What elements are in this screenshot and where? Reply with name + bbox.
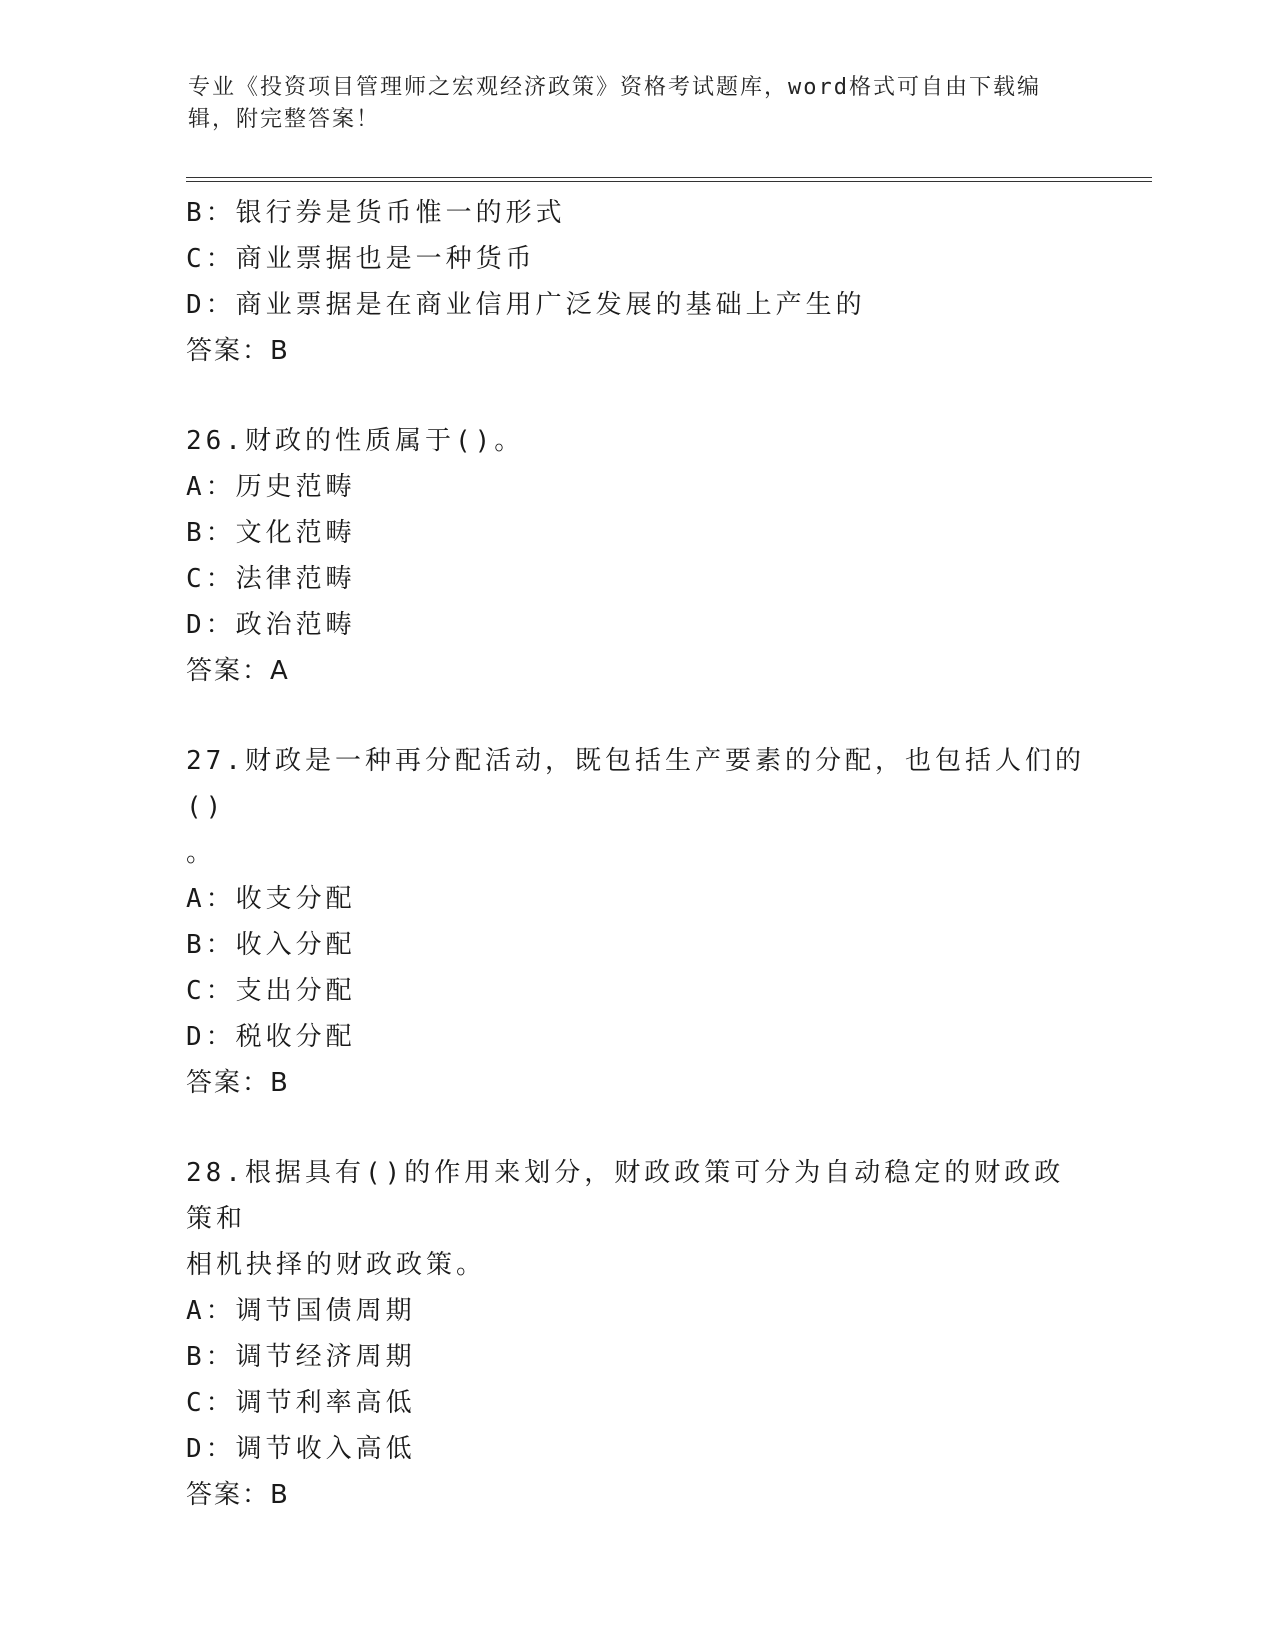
question-27 bbox=[186, 738, 1086, 1106]
option-a: A：调节国债周期 bbox=[186, 1296, 416, 1326]
option-d: D：调节收入高低 bbox=[186, 1434, 416, 1464]
option-a: A：收支分配 bbox=[186, 884, 356, 914]
option-b: B：文化范畴 bbox=[186, 518, 356, 548]
header-line-1: 专业《投资项目管理师之宏观经济政策》资格考试题库，word格式可自由下载编 bbox=[188, 75, 1041, 100]
answer: 答案：B bbox=[186, 1480, 290, 1510]
question-stem-continuation: 相机抉择的财政政策。 bbox=[186, 1250, 487, 1280]
question-25-continuation bbox=[186, 190, 1086, 374]
option-c: C：法律范畴 bbox=[186, 564, 356, 594]
page-header bbox=[188, 72, 1068, 136]
option-d: D：商业票据是在商业信用广泛发展的基础上产生的 bbox=[186, 290, 866, 320]
option-d: D：政治范畴 bbox=[186, 610, 356, 640]
option-c: C：调节利率高低 bbox=[186, 1388, 416, 1418]
answer: 答案：A bbox=[186, 656, 290, 686]
question-26 bbox=[186, 418, 1086, 694]
question-28 bbox=[186, 1150, 1086, 1518]
option-c: C：商业票据也是一种货币 bbox=[186, 244, 536, 274]
option-c: C：支出分配 bbox=[186, 976, 356, 1006]
answer: 答案：B bbox=[186, 336, 290, 366]
question-stem-continuation: 。 bbox=[186, 838, 217, 868]
option-d: D：税收分配 bbox=[186, 1022, 356, 1052]
document-body bbox=[186, 190, 1086, 1518]
option-b: B：调节经济周期 bbox=[186, 1342, 416, 1372]
header-line-2: 辑，附完整答案！ bbox=[188, 107, 381, 132]
question-stem: 27.财政是一种再分配活动，既包括生产要素的分配，也包括人们的() bbox=[186, 746, 1085, 822]
question-stem: 28.根据具有()的作用来划分，财政政策可分为自动稳定的财政政策和 bbox=[186, 1158, 1065, 1234]
answer: 答案：B bbox=[186, 1068, 290, 1098]
option-a: A：历史范畴 bbox=[186, 472, 356, 502]
option-b: B：银行券是货币惟一的形式 bbox=[186, 198, 566, 228]
header-double-rule bbox=[186, 177, 1152, 182]
question-stem: 26.财政的性质属于()。 bbox=[186, 426, 525, 456]
option-b: B：收入分配 bbox=[186, 930, 356, 960]
